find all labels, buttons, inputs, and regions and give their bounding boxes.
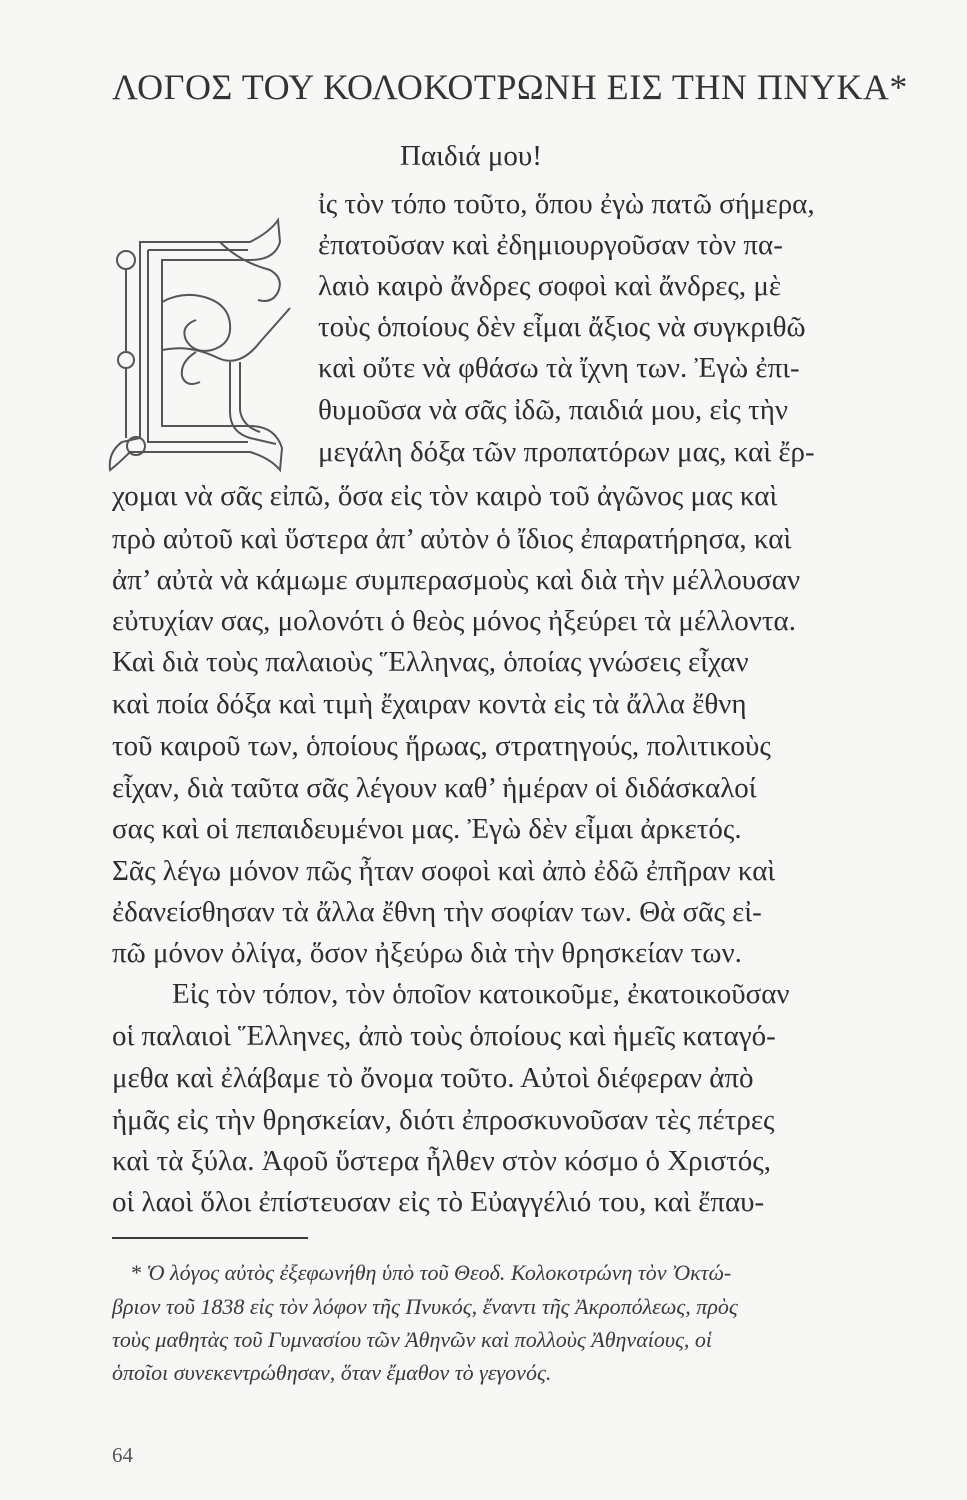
body-line: ἡμᾶς εἰς τὴν θρησκείαν, διότι ἐπροσκυνοῦσαν τὲς πέτρες	[112, 1104, 775, 1136]
body-line: ἐδανείσθησαν τὰ ἄλλα ἔθνη τὴν σοφίαν των. Θὰ σᾶς εἰ-	[112, 896, 762, 928]
body-line: Εἰς τὸν τόπον, τὸν ὁποῖον κατοικοῦμε, ἐκατοικοῦσαν	[172, 978, 790, 1010]
chapter-title: ΛΟΓΟΣ ΤΟΥ ΚΟΛΟΚΟΤΡΩΝΗ ΕΙΣ ΤΗΝ ΠΝΥΚΑ*	[112, 67, 908, 107]
body-line: καὶ οὔτε νὰ φθάσω τὰ ἴχνη των. Ἐγὼ ἐπι-	[318, 352, 800, 384]
body-line: εὐτυχίαν σας, μολονότι ὁ θεὸς μόνος ἠξεύρει τὰ μέλλοντα.	[112, 605, 796, 637]
body-line: σας καὶ οἱ πεπαιδευμένοι μας. Ἐγὼ δὲν εἶμαι ἀρκετός.	[112, 813, 742, 845]
body-line: μεθα καὶ ἐλάβαμε τὸ ὄνομα τοῦτο. Αὐτοὶ διέφεραν ἀπὸ	[112, 1062, 754, 1094]
body-line: μεγάλη δόξα τῶν προπατόρων μας, καὶ ἔρ-	[318, 436, 815, 468]
body-line: Καὶ διὰ τοὺς παλαιοὺς Ἕλληνας, ὁποίας γνώσεις εἶχαν	[112, 646, 749, 678]
body-line: λαιὸ καιρὸ ἄνδρες σοφοὶ καὶ ἄνδρες, μὲ	[318, 270, 782, 302]
footnote-rule	[112, 1237, 308, 1239]
footnote-line: τοὺς μαθητὰς τοῦ Γυμνασίου τῶν Ἀθηνῶν καὶ πολλοὺς Ἀθηναίους, οἱ	[112, 1327, 712, 1352]
body-line: οἱ παλαιοὶ Ἕλληνες, ἀπὸ τοὺς ὁποίους καὶ ἡμεῖς καταγό-	[112, 1020, 776, 1052]
page-number: 64	[112, 1443, 133, 1467]
body-line: τοὺς ὁποίους δὲν εἶμαι ἄξιος νὰ συγκριθῶ	[318, 311, 806, 343]
body-line: πῶ μόνον ὀλίγα, ὅσον ἠξεύρω διὰ τὴν θρησκείαν των.	[112, 937, 742, 969]
body-line: Παιδιά μου!	[400, 140, 542, 172]
body-line: χομαι νὰ σᾶς εἰπῶ, ὅσα εἰς τὸν καιρὸ τοῦ ἀγῶνος μας καὶ	[112, 480, 778, 512]
drop-cap-initial	[100, 212, 300, 474]
body-line: ἰς τὸν τόπο τοῦτο, ὅπου ἐγὼ πατῶ σήμερα,	[318, 188, 815, 220]
body-line: καὶ τὰ ξύλα. Ἀφοῦ ὕστερα ἦλθεν στὸν κόσμο ὁ Χριστός,	[112, 1145, 771, 1177]
body-line: θυμοῦσα νὰ σᾶς ἰδῶ, παιδιά μου, εἰς τὴν	[318, 394, 789, 426]
body-line: ἐπατοῦσαν καὶ ἐδημιουργοῦσαν τὸν πα-	[318, 229, 783, 261]
footnote-line: βριον τοῦ 1838 εἰς τὸν λόφον τῆς Πνυκός, ἔναντι τῆς Ἀκροπόλεως, πρὸς	[112, 1294, 738, 1319]
body-line: Σᾶς λέγω μόνον πῶς ἦταν σοφοὶ καὶ ἀπὸ ἐδῶ ἐπῆραν καὶ	[112, 855, 776, 887]
body-line: πρὸ αὐτοῦ καὶ ὕστερα ἀπ’ αὐτὸν ὁ ἴδιος ἐπαρατήρησα, καὶ	[112, 523, 792, 555]
body-line: καὶ ποία δόξα καὶ τιμὴ ἔχαιραν κοντὰ εἰς τὰ ἄλλα ἔθνη	[112, 688, 747, 720]
body-line: εἶχαν, διὰ ταῦτα σᾶς λέγουν καθ’ ἡμέραν οἱ διδάσκαλοί	[112, 772, 757, 804]
body-line: ἀπ’ αὐτὰ νὰ κάμωμε συμπερασμοὺς καὶ διὰ τὴν μέλλουσαν	[112, 564, 801, 596]
body-line: τοῦ καιροῦ των, ὁποίους ἥρωας, στρατηγούς, πολιτικοὺς	[112, 730, 771, 762]
footnote-line: * Ὁ λόγος αὐτὸς ἐξεφωνήθη ὑπὸ τοῦ Θεοδ. Κολοκοτρώνη τὸν Ὀκτώ-	[130, 1260, 732, 1285]
body-line: οἱ λαοὶ ὅλοι ἐπίστευσαν εἰς τὸ Εὐαγγέλιό του, καὶ ἔπαυ-	[112, 1186, 765, 1218]
footnote-line: ὁποῖοι συνεκεντρώθησαν, ὅταν ἔμαθον τὸ γεγονός.	[112, 1360, 552, 1385]
